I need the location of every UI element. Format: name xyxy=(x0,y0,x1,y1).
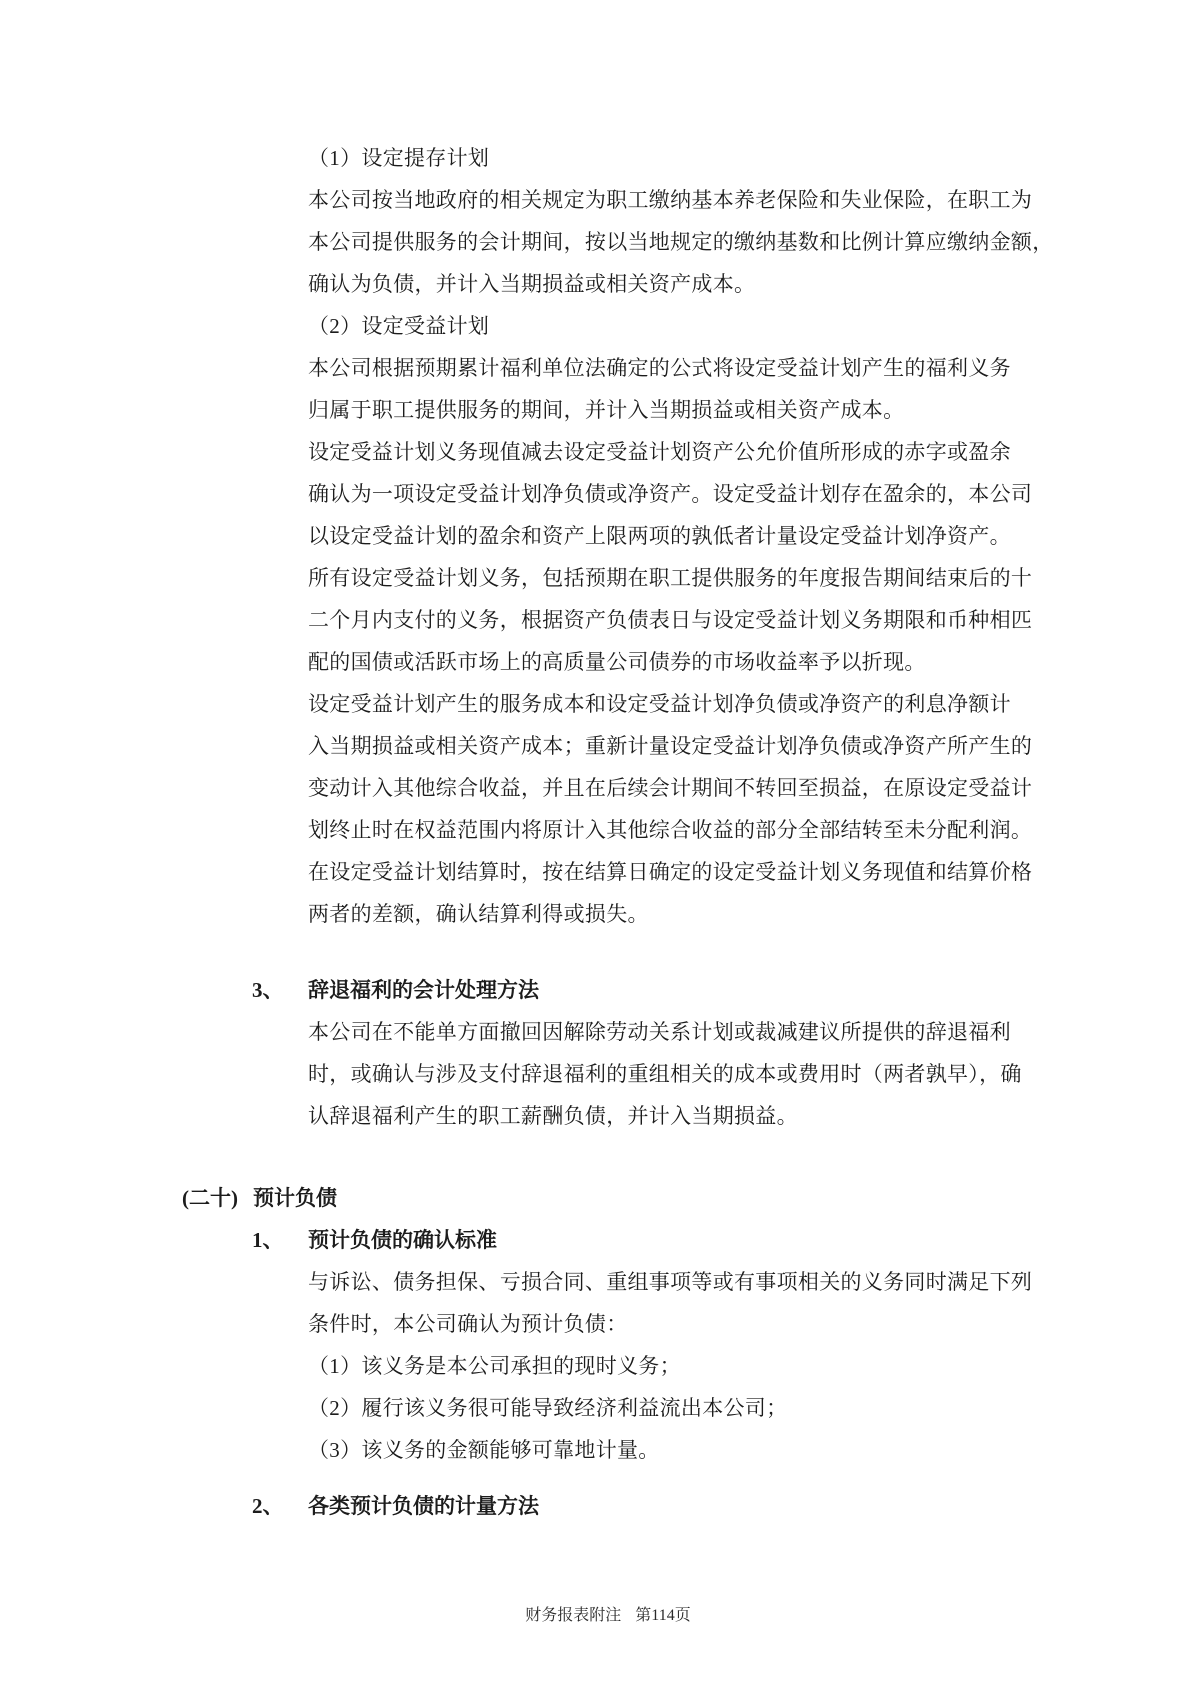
section-title: 预计负债 xyxy=(253,1186,337,1210)
section-title: 辞退福利的会计处理方法 xyxy=(308,978,539,1002)
text-line: 认辞退福利产生的职工薪酬负债，并计入当期损益。 xyxy=(308,1104,798,1128)
footer-label: 财务报表附注 xyxy=(525,1607,622,1624)
page-content xyxy=(0,137,1200,1527)
text-line: 确认为一项设定受益计划净负债或净资产。设定受益计划存在盈余的，本公司 xyxy=(308,482,1033,506)
section-number: (二十) xyxy=(182,1186,238,1210)
section-termination-benefits xyxy=(0,969,1200,1137)
section-heading-row xyxy=(182,1177,1200,1219)
text-line: 设定受益计划义务现值减去设定受益计划资产公允价值所形成的赤字或盈余 xyxy=(308,440,1011,464)
section-number: 3、 xyxy=(252,978,284,1002)
subsection-heading-row xyxy=(252,1219,1200,1261)
subsection-measurement-methods xyxy=(0,1485,1200,1527)
text-line: 二个月内支付的义务，根据资产负债表日与设定受益计划义务期限和币种相匹 xyxy=(308,608,1033,632)
text-line: （2）设定受益计划 xyxy=(308,314,490,338)
text-line: 本公司根据预期累计福利单位法确定的公式将设定受益计划产生的福利义务 xyxy=(308,356,1011,380)
text-line: 本公司按当地政府的相关规定为职工缴纳基本养老保险和失业保险，在职工为 xyxy=(308,188,1033,212)
subsection-heading-row xyxy=(252,1485,1200,1527)
footer-page-number: 第114页 xyxy=(635,1607,691,1624)
section-heading-row xyxy=(252,969,1200,1011)
employee-benefits-paragraphs xyxy=(0,137,1200,935)
text-line: 划终止时在权益范围内将原计入其他综合收益的部分全部结转至未分配利润。 xyxy=(308,818,1033,842)
text-line: 在设定受益计划结算时，按在结算日确定的设定受益计划义务现值和结算价格 xyxy=(308,860,1033,884)
text-line: 本公司提供服务的会计期间，按以当地规定的缴纳基数和比例计算应缴纳金额， xyxy=(308,230,1054,254)
subsection-title: 各类预计负债的计量方法 xyxy=(308,1494,539,1518)
subsection-recognition-criteria xyxy=(0,1219,1200,1471)
text-line: 设定受益计划产生的服务成本和设定受益计划净负债或净资产的利息净额计 xyxy=(308,692,1011,716)
text-line: 入当期损益或相关资产成本；重新计量设定受益计划净负债或净资产所产生的 xyxy=(308,734,1033,758)
text-line: 所有设定受益计划义务，包括预期在职工提供服务的年度报告期间结束后的十 xyxy=(308,566,1033,590)
text-line: 配的国债或活跃市场上的高质量公司债券的市场收益率予以折现。 xyxy=(308,650,926,674)
subsection-number: 2、 xyxy=(252,1494,284,1518)
subsection-number: 1、 xyxy=(252,1228,284,1252)
text-line: 本公司在不能单方面撤回因解除劳动关系计划或裁减建议所提供的辞退福利 xyxy=(308,1020,1011,1044)
text-line: 两者的差额，确认结算利得或损失。 xyxy=(308,902,649,926)
text-line: 时，或确认与涉及支付辞退福利的重组相关的成本或费用时（两者孰早），确 xyxy=(308,1062,1022,1086)
text-line: （1）该义务是本公司承担的现时义务； xyxy=(308,1354,681,1378)
subsection-title: 预计负债的确认标准 xyxy=(308,1228,497,1252)
text-line: （3）该义务的金额能够可靠地计量。 xyxy=(308,1438,660,1462)
text-line: （1）设定提存计划 xyxy=(308,146,490,170)
text-line: 变动计入其他综合收益，并且在后续会计期间不转回至损益，在原设定受益计 xyxy=(308,776,1033,800)
text-line: 条件时，本公司确认为预计负债： xyxy=(308,1312,628,1336)
text-line: 归属于职工提供服务的期间，并计入当期损益或相关资产成本。 xyxy=(308,398,905,422)
section-provisions xyxy=(0,1177,1200,1527)
text-line: 与诉讼、债务担保、亏损合同、重组事项等或有事项相关的义务同时满足下列 xyxy=(308,1270,1033,1294)
page-footer xyxy=(0,1580,1200,1652)
text-line: 确认为负债，并计入当期损益或相关资产成本。 xyxy=(308,272,756,296)
text-line: 以设定受益计划的盈余和资产上限两项的孰低者计量设定受益计划净资产。 xyxy=(308,524,1011,548)
text-line: （2）履行该义务很可能导致经济利益流出本公司； xyxy=(308,1396,788,1420)
